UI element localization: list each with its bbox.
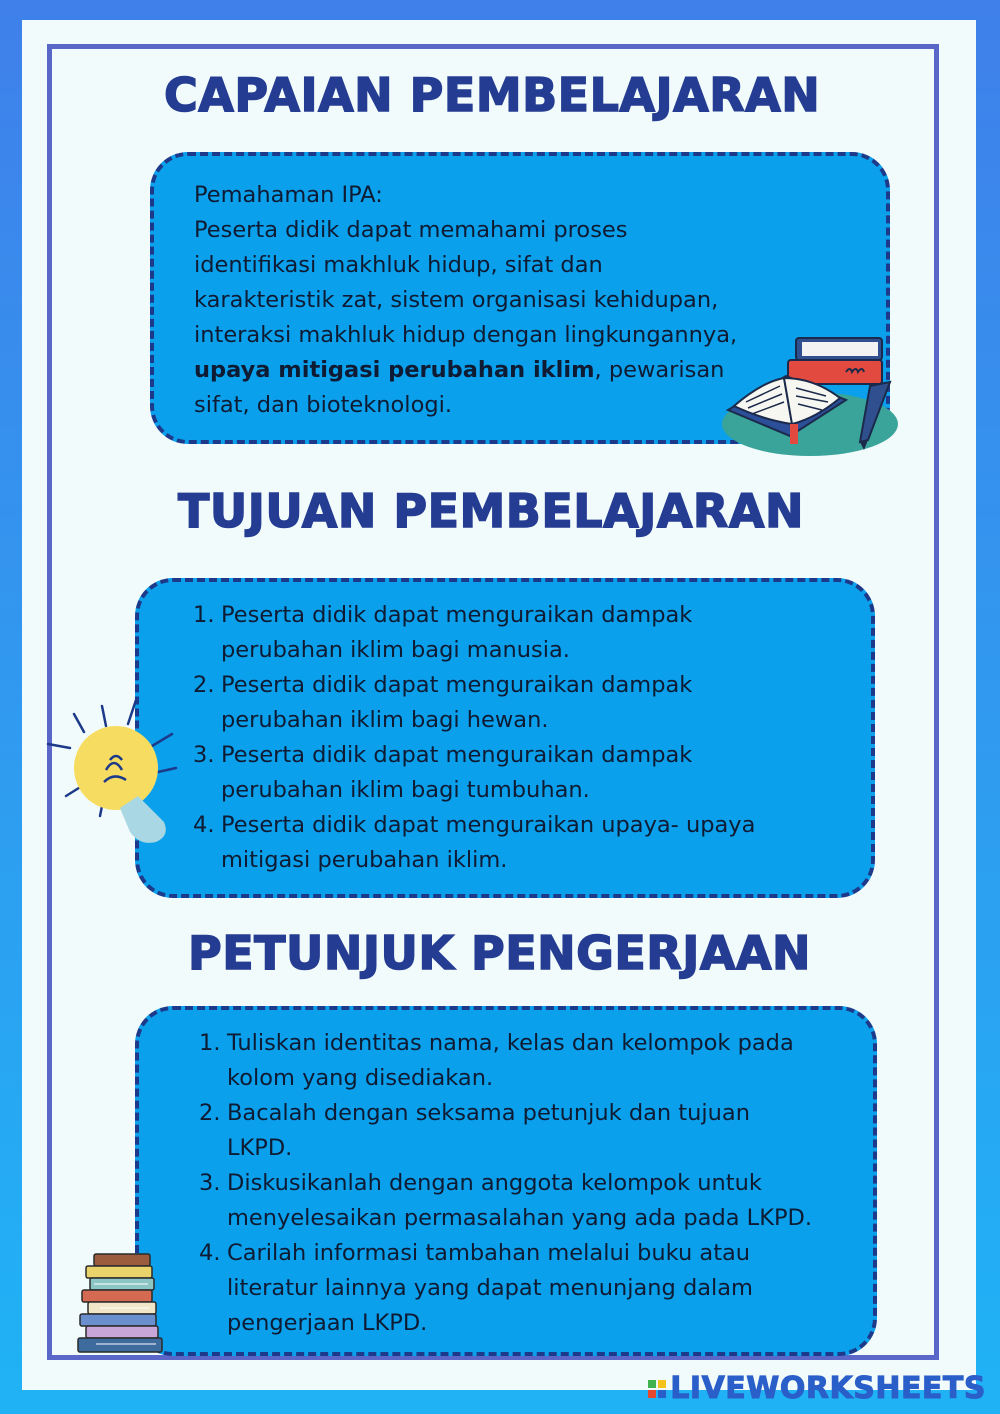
- liveworksheets-logo: [648, 1371, 986, 1406]
- tujuan-item: [193, 668, 851, 738]
- item-text: Peserta didik dapat menguraikan dampak: [221, 602, 693, 628]
- item-number: 2.: [199, 1100, 221, 1126]
- item-number: 4.: [193, 812, 215, 838]
- capaian-intro: Pemahaman IPA:: [194, 182, 383, 208]
- item-text: LKPD.: [227, 1135, 293, 1161]
- petunjuk-box: [135, 1006, 877, 1356]
- capaian-after-bold: , pewarisan: [594, 357, 725, 383]
- item-number: 1.: [199, 1030, 221, 1056]
- lightbulb-icon: [44, 696, 184, 852]
- capaian-line: Peserta didik dapat memahami proses: [194, 217, 628, 243]
- item-text: Carilah informasi tambahan melalui buku atau: [227, 1240, 751, 1266]
- heading-tujuan-pembelajaran: TUJUAN PEMBELAJARAN: [178, 484, 804, 538]
- book-stack-icon: [76, 1250, 176, 1362]
- logo-text: LIVEWORKSHEETS: [670, 1371, 986, 1406]
- tujuan-box: [135, 578, 875, 898]
- tujuan-item: [193, 738, 851, 808]
- petunjuk-item: [199, 1166, 863, 1236]
- item-text: perubahan iklim bagi tumbuhan.: [221, 777, 590, 803]
- tujuan-item: [193, 598, 851, 668]
- item-text: kolom yang disediakan.: [227, 1065, 494, 1091]
- item-text: Bacalah dengan seksama petunjuk dan tujuan: [227, 1100, 750, 1126]
- item-number: 3.: [193, 742, 215, 768]
- heading-capaian-pembelajaran: CAPAIAN PEMBELAJARAN: [164, 68, 821, 122]
- petunjuk-item: [199, 1096, 863, 1166]
- capaian-line: interaksi makhluk hidup dengan lingkungannya,: [194, 322, 738, 348]
- capaian-line: identifikasi makhluk hidup, sifat dan: [194, 252, 603, 278]
- liveworksheets-logo-icon: [648, 1380, 666, 1398]
- petunjuk-item: [199, 1236, 863, 1341]
- item-text: Peserta didik dapat menguraikan upaya- upaya: [221, 812, 756, 838]
- item-text: Diskusikanlah dengan anggota kelompok untuk: [227, 1170, 762, 1196]
- tujuan-list: [193, 598, 851, 878]
- item-text: literatur lainnya yang dapat menunjang dalam: [227, 1275, 753, 1301]
- item-number: 4.: [199, 1240, 221, 1266]
- tujuan-item: [193, 808, 851, 878]
- item-text: menyelesaikan permasalahan yang ada pada LKPD.: [227, 1205, 812, 1231]
- item-text: Peserta didik dapat menguraikan dampak: [221, 742, 693, 768]
- item-text: perubahan iklim bagi hewan.: [221, 707, 549, 733]
- petunjuk-list: [199, 1026, 863, 1341]
- petunjuk-item: [199, 1026, 863, 1096]
- capaian-bold-phrase: upaya mitigasi perubahan iklim: [194, 357, 595, 383]
- item-text: Peserta didik dapat menguraikan dampak: [221, 672, 693, 698]
- capaian-line: karakteristik zat, sistem organisasi kehidupan,: [194, 287, 719, 313]
- item-text: perubahan iklim bagi manusia.: [221, 637, 570, 663]
- heading-petunjuk-pengerjaan: PETUNJUK PENGERJAAN: [188, 926, 812, 980]
- item-text: mitigasi perubahan iklim.: [221, 847, 508, 873]
- item-number: 3.: [199, 1170, 221, 1196]
- item-text: Tuliskan identitas nama, kelas dan kelompok pada: [227, 1030, 794, 1056]
- capaian-line: sifat, dan bioteknologi.: [194, 392, 453, 418]
- item-number: 1.: [193, 602, 215, 628]
- item-text: pengerjaan LKPD.: [227, 1310, 428, 1336]
- item-number: 2.: [193, 672, 215, 698]
- open-books-icon: [718, 332, 900, 458]
